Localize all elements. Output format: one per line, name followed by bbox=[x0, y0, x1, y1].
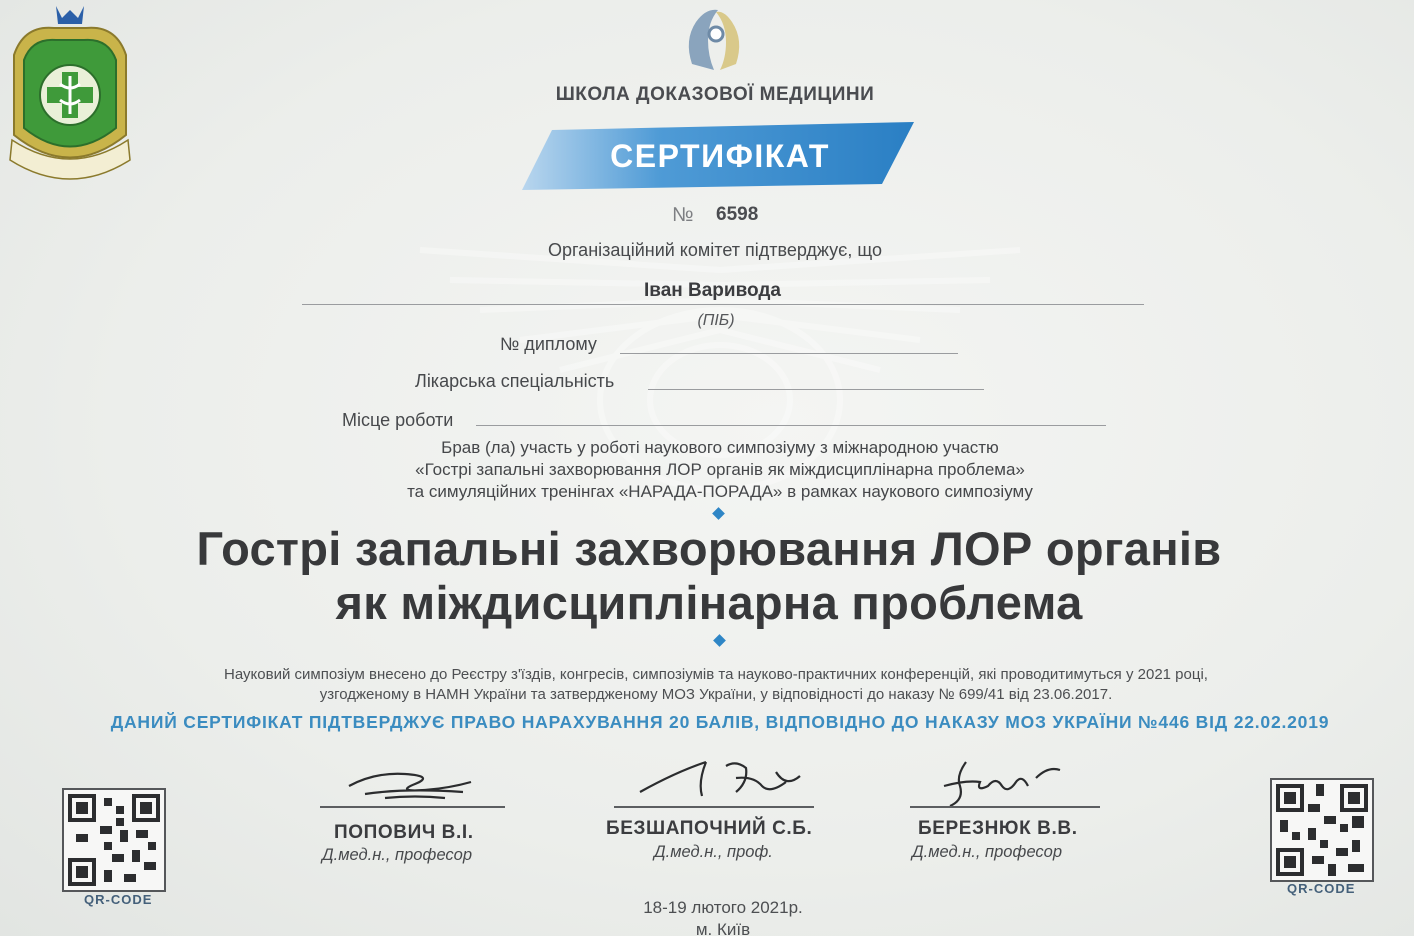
event-title-line-1: Гострі запальні захворювання ЛОР органів bbox=[196, 522, 1222, 575]
participation-line-3: та симуляційних тренінгах «НАРАДА-ПОРАДА» в рамках наукового симпозіуму bbox=[407, 482, 1033, 501]
certificate-number: 6598 bbox=[716, 204, 759, 225]
signature-popovych bbox=[345, 762, 475, 806]
registry-line-2: узгодженому в НАМН України та затвердженому МОЗ України, у відповідності до наказу № 699/41 від 23.06.2017. bbox=[319, 686, 1113, 703]
workplace-label: Місце роботи bbox=[342, 410, 454, 430]
qr-code-left-icon bbox=[62, 788, 166, 892]
event-date: 18-19 лютого 2021р. bbox=[643, 898, 803, 917]
signer-name-1: ПОПОВИЧ В.І. bbox=[334, 822, 474, 843]
diploma-line bbox=[620, 353, 958, 354]
points-statement: ДАНИЙ СЕРТИФІКАТ ПІДТВЕРДЖУЄ ПРАВО НАРАХУВАННЯ 20 БАЛІВ, ВІДПОВІДНО ДО НАКАЗУ МОЗ УКРАЇНИ №446 ВІД 22.02.2019 bbox=[110, 712, 1330, 732]
signer-name-2: БЕЗШАПОЧНИЙ С.Б. bbox=[606, 818, 813, 839]
confirms-text: Організаційний комітет підтверджує, що bbox=[548, 240, 882, 260]
certificate-number-label: № bbox=[672, 204, 694, 226]
event-title bbox=[0, 522, 1414, 630]
certificate-title: СЕРТИФІКАТ bbox=[610, 138, 830, 174]
signer-title-1: Д.мед.н., професор bbox=[322, 846, 473, 864]
diamond-icon bbox=[713, 634, 726, 647]
participation-text bbox=[0, 437, 1414, 503]
signer-title-3: Д.мед.н., професор bbox=[912, 843, 1063, 861]
qr-right-label: QR-CODE bbox=[1287, 881, 1356, 896]
diploma-label: № диплому bbox=[500, 334, 597, 354]
registry-line-1: Науковий симпозіум внесено до Реєстру з'їздів, конгресів, симпозіумів та науково-практичних конференцій, які проводитимуться у 2021 році, bbox=[224, 666, 1208, 683]
person-name-caption: (ПІБ) bbox=[697, 312, 735, 329]
qr-left-label: QR-CODE bbox=[84, 892, 153, 907]
signature-line-3 bbox=[910, 806, 1100, 808]
specialty-line bbox=[648, 389, 984, 390]
workplace-line bbox=[476, 425, 1106, 426]
qr-code-right-icon bbox=[1270, 778, 1374, 882]
signature-line-2 bbox=[614, 806, 814, 808]
signature-bereznyuk bbox=[936, 756, 1066, 810]
signature-line-1 bbox=[320, 806, 505, 808]
signer-name-3: БЕРЕЗНЮК В.В. bbox=[918, 818, 1078, 839]
event-city: м. Київ bbox=[695, 920, 751, 936]
registry-text bbox=[0, 665, 1414, 705]
signature-bezshapochnyi bbox=[636, 752, 806, 814]
name-underline bbox=[302, 304, 1144, 305]
participation-line-2: «Гострі запальні захворювання ЛОР органів як міждисциплінарна проблема» bbox=[415, 460, 1025, 479]
school-name: ШКОЛА ДОКАЗОВОЇ МЕДИЦИНИ bbox=[555, 84, 875, 105]
event-title-line-2: як міждисциплінарна проблема bbox=[335, 576, 1083, 629]
specialty-label: Лікарська спеціальність bbox=[415, 371, 615, 391]
signer-title-2: Д.мед.н., проф. bbox=[654, 843, 773, 861]
person-name: Іван Варивода bbox=[643, 280, 782, 301]
participation-line-1: Брав (ла) участь у роботі наукового симпозіуму з міжнародною участю bbox=[441, 438, 999, 457]
school-logo-icon bbox=[678, 0, 750, 72]
